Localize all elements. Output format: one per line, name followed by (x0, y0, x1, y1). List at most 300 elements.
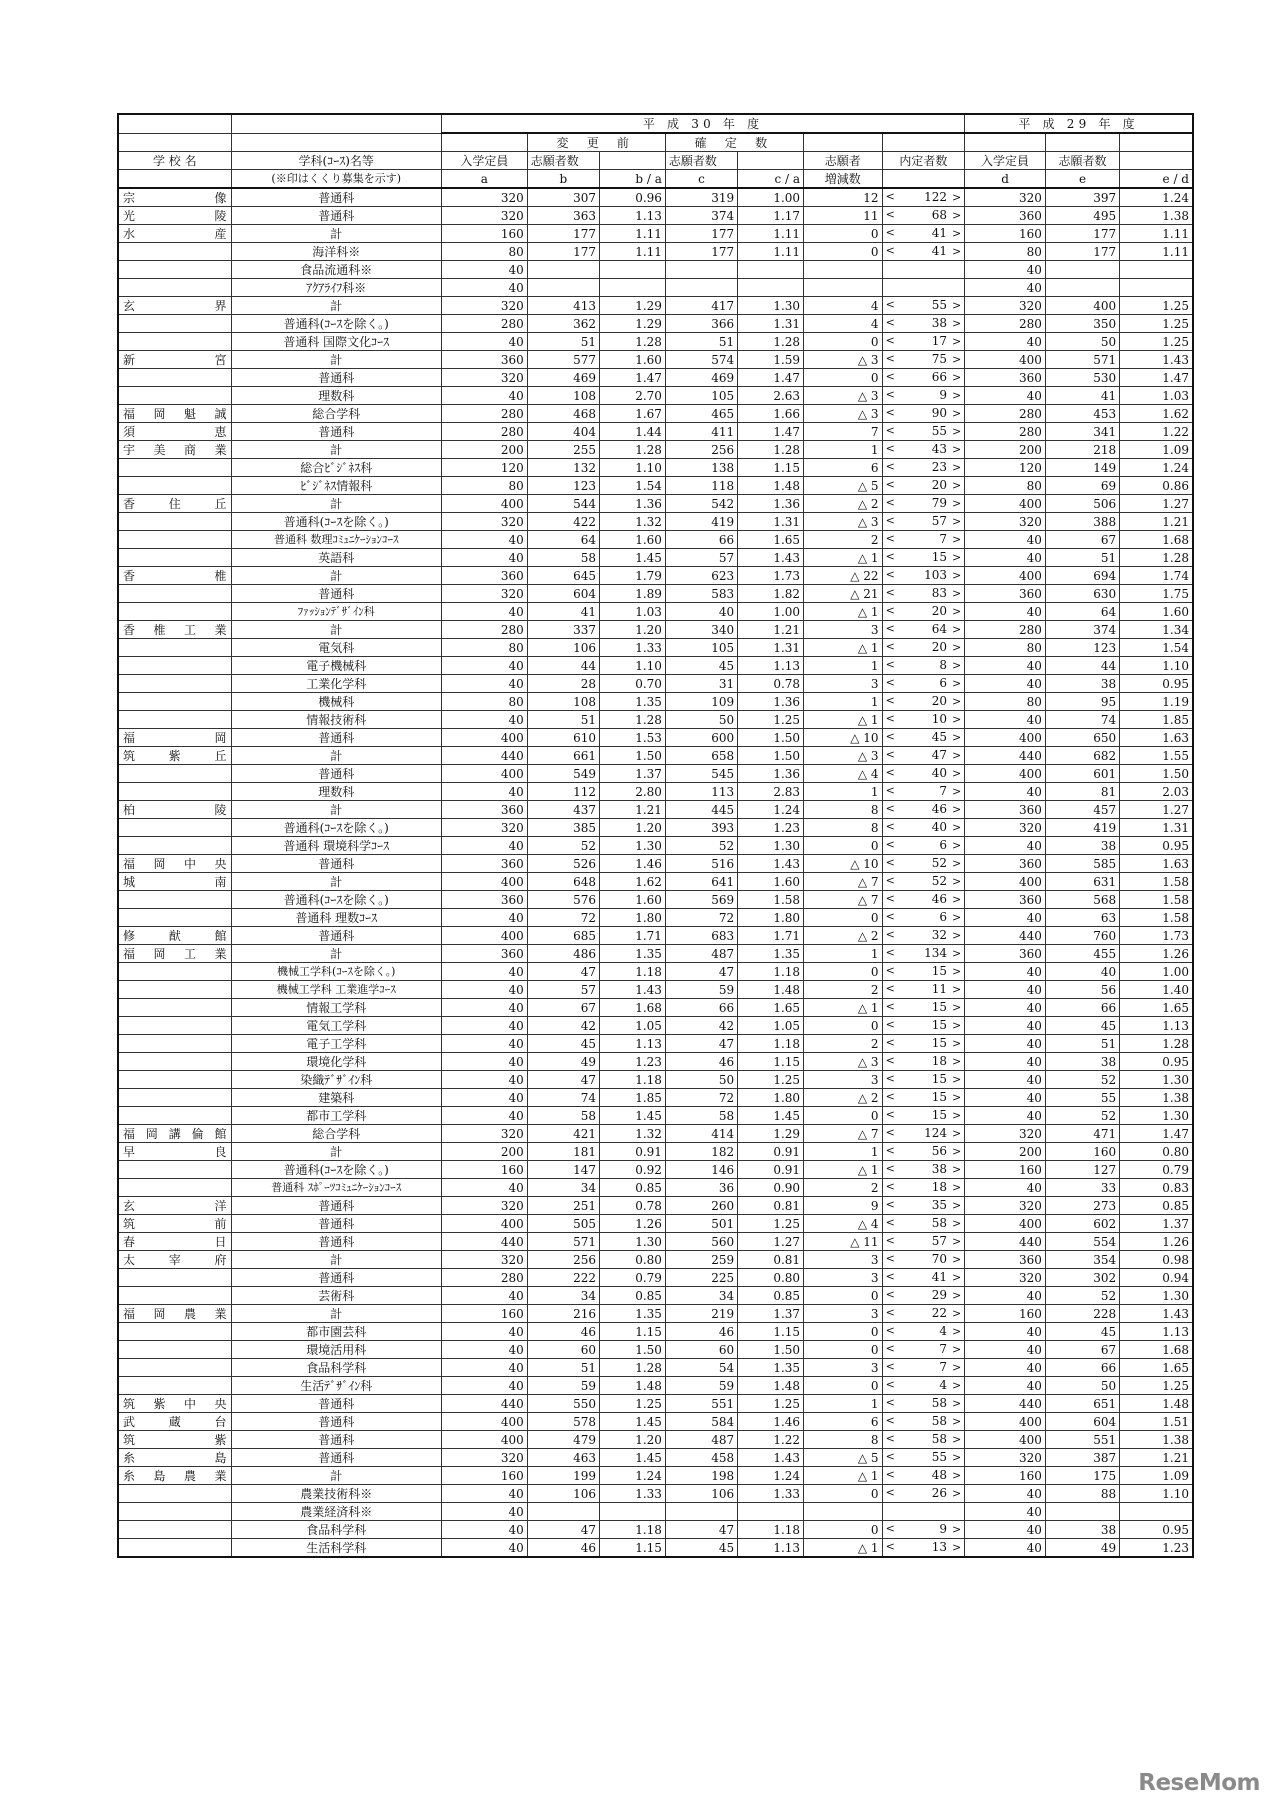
cell-capacity-d: 40 (965, 1089, 1046, 1107)
cell-capacity-d: 40 (965, 963, 1046, 981)
cell-ratio-ed: 1.43 (1120, 351, 1193, 369)
cell-delta: △ 1 (804, 1161, 883, 1179)
cell-ratio-ba (599, 1503, 665, 1521)
cell-capacity-a: 40 (441, 657, 527, 675)
cell-applicants-b: 51 (527, 1359, 599, 1377)
offers-value: 20 (931, 694, 948, 708)
cell-capacity-d: 400 (965, 567, 1046, 585)
cell-ratio-ba: 1.71 (599, 927, 665, 945)
bracket-left: < (885, 1468, 895, 1481)
cell-ratio-ca: 1.05 (738, 1017, 804, 1035)
cell-capacity-d: 40 (965, 711, 1046, 729)
offers-value: 47 (931, 748, 948, 762)
cell-delta: 0 (804, 1107, 883, 1125)
cell-capacity-a: 320 (441, 1125, 527, 1143)
cell-applicants-c: 66 (665, 999, 737, 1017)
bracket-left: < (885, 1396, 895, 1409)
cell-applicants-e: 38 (1045, 837, 1119, 855)
bracket-right: > (952, 1181, 962, 1194)
cell-applicants-e: 64 (1045, 603, 1119, 621)
cell-offers (882, 729, 965, 747)
cell-applicants-e: 50 (1045, 1377, 1119, 1395)
cell-capacity-a: 40 (441, 531, 527, 549)
cell-school (118, 1035, 231, 1053)
bracket-right: > (952, 479, 962, 492)
cell-school (118, 711, 231, 729)
cell-school (118, 1089, 231, 1107)
cell-course: 普通科 (231, 423, 441, 441)
cell-applicants-e: 218 (1045, 441, 1119, 459)
cell-ratio-ca: 1.18 (738, 1035, 804, 1053)
cell-applicants-b: 34 (527, 1179, 599, 1197)
offers-value: 124 (924, 1126, 948, 1140)
cell-capacity-d: 40 (965, 783, 1046, 801)
cell-applicants-c (665, 261, 737, 279)
cell-delta: △ 1 (804, 639, 883, 657)
school-name: 筑紫中央 (123, 1396, 227, 1411)
cell-ratio-ca: 1.36 (738, 693, 804, 711)
offers-value: 41 (931, 1270, 948, 1284)
cell-ratio-ed: 1.31 (1120, 819, 1193, 837)
header-h30: 平 成 30 年 度 (441, 114, 964, 133)
offers-value: 57 (931, 514, 948, 528)
cell-applicants-e: 127 (1045, 1161, 1119, 1179)
cell-school (118, 963, 231, 981)
cell-applicants-b: 47 (527, 1071, 599, 1089)
bracket-left: < (885, 802, 895, 815)
cell-course: 機械工学科 工業進学ｺｰｽ (231, 981, 441, 999)
cell-applicants-c (665, 1503, 737, 1521)
cell-ratio-ca: 1.15 (738, 1323, 804, 1341)
cell-applicants-b: 28 (527, 675, 599, 693)
cell-ratio-ba: 1.67 (599, 405, 665, 423)
cell-ratio-ba: 1.20 (599, 819, 665, 837)
cell-ratio-ba: 1.28 (599, 711, 665, 729)
cell-delta: 0 (804, 1287, 883, 1305)
cell-applicants-e: 350 (1045, 315, 1119, 333)
cell-capacity-a: 40 (441, 261, 527, 279)
cell-capacity-a: 400 (441, 1431, 527, 1449)
cell-applicants-e: 302 (1045, 1269, 1119, 1287)
cell-capacity-a: 280 (441, 315, 527, 333)
cell-ratio-ed: 1.30 (1120, 1287, 1193, 1305)
cell-ratio-ba: 1.54 (599, 477, 665, 495)
offers-value: 15 (931, 1000, 948, 1014)
table-row (118, 1107, 1193, 1125)
cell-ratio-ca: 1.60 (738, 873, 804, 891)
cell-applicants-b: 544 (527, 495, 599, 513)
bracket-left: < (885, 1522, 895, 1535)
cell-applicants-b: 648 (527, 873, 599, 891)
cell-ratio-ca: 1.37 (738, 1305, 804, 1323)
cell-delta: 0 (804, 243, 883, 261)
cell-school (118, 873, 231, 891)
cell-applicants-c: 414 (665, 1125, 737, 1143)
cell-applicants-b: 610 (527, 729, 599, 747)
school-name: 宗像 (123, 190, 227, 205)
cell-capacity-d: 360 (965, 207, 1046, 225)
cell-course: 情報技術科 (231, 711, 441, 729)
cell-capacity-d: 400 (965, 729, 1046, 747)
cell-ratio-ba: 1.11 (599, 243, 665, 261)
cell-ratio-ed (1120, 279, 1193, 297)
table-row (118, 495, 1193, 513)
cell-course: ｱｸｱﾗｲﾌ科※ (231, 279, 441, 297)
cell-offers (882, 639, 965, 657)
cell-capacity-d: 40 (965, 387, 1046, 405)
bracket-right: > (952, 1073, 962, 1086)
cell-ratio-ba: 1.33 (599, 1485, 665, 1503)
cell-capacity-a: 80 (441, 693, 527, 711)
cell-delta: 2 (804, 1035, 883, 1053)
cell-ratio-ba: 0.96 (599, 188, 665, 207)
school-name: 糸島農業 (123, 1468, 227, 1483)
cell-ratio-ba: 1.13 (599, 1035, 665, 1053)
cell-ratio-ca: 1.24 (738, 1467, 804, 1485)
cell-capacity-d: 200 (965, 441, 1046, 459)
cell-offers (882, 279, 965, 297)
bracket-right: > (952, 1055, 962, 1068)
table-row (118, 729, 1193, 747)
cell-capacity-a: 200 (441, 441, 527, 459)
cell-delta (804, 1503, 883, 1521)
bracket-left: < (885, 190, 895, 203)
cell-capacity-d: 360 (965, 369, 1046, 387)
cell-ratio-ca: 1.25 (738, 1071, 804, 1089)
cell-applicants-e: 530 (1045, 369, 1119, 387)
cell-capacity-a: 320 (441, 188, 527, 207)
cell-capacity-d: 40 (965, 909, 1046, 927)
cell-applicants-e: 455 (1045, 945, 1119, 963)
cell-delta: △ 4 (804, 765, 883, 783)
cell-offers (882, 1539, 965, 1558)
cell-offers (882, 1143, 965, 1161)
bracket-right: > (952, 767, 962, 780)
cell-capacity-a: 320 (441, 513, 527, 531)
cell-capacity-d: 320 (965, 297, 1046, 315)
bracket-left: < (885, 874, 895, 887)
bracket-right: > (952, 641, 962, 654)
bracket-right: > (952, 857, 962, 870)
cell-capacity-d: 40 (965, 603, 1046, 621)
cell-offers (882, 873, 965, 891)
table-row (118, 711, 1193, 729)
school-name: 武蔵台 (123, 1414, 227, 1429)
cell-course: 普通科 (231, 765, 441, 783)
bracket-left: < (885, 910, 895, 923)
cell-applicants-b: 44 (527, 657, 599, 675)
cell-ratio-ca: 1.66 (738, 405, 804, 423)
cell-applicants-c: 256 (665, 441, 737, 459)
cell-applicants-c: 600 (665, 729, 737, 747)
bracket-left: < (885, 1450, 895, 1463)
cell-ratio-ca: 1.48 (738, 477, 804, 495)
cell-school (118, 1377, 231, 1395)
cell-school (118, 1125, 231, 1143)
cell-course: 環境化学科 (231, 1053, 441, 1071)
cell-applicants-c: 501 (665, 1215, 737, 1233)
cell-applicants-e: 38 (1045, 1053, 1119, 1071)
cell-capacity-a: 40 (441, 1521, 527, 1539)
cell-school (118, 1179, 231, 1197)
cell-capacity-a: 40 (441, 999, 527, 1017)
cell-applicants-c: 40 (665, 603, 737, 621)
cell-offers (882, 261, 965, 279)
header-ca: c / a (738, 170, 804, 189)
offers-value: 55 (931, 1450, 948, 1464)
cell-capacity-d: 160 (965, 1467, 1046, 1485)
cell-ratio-ba: 1.18 (599, 1071, 665, 1089)
cell-school (118, 657, 231, 675)
cell-capacity-a: 320 (441, 369, 527, 387)
cell-applicants-b: 463 (527, 1449, 599, 1467)
bracket-left: < (885, 226, 895, 239)
offers-value: 35 (931, 1198, 948, 1212)
table-row (118, 261, 1193, 279)
table-row (118, 783, 1193, 801)
cell-ratio-ed: 1.38 (1120, 1089, 1193, 1107)
cell-applicants-e: 400 (1045, 297, 1119, 315)
cell-ratio-ed: 1.23 (1120, 1539, 1193, 1558)
cell-ratio-ed: 1.60 (1120, 603, 1193, 621)
cell-school (118, 675, 231, 693)
table-row (118, 639, 1193, 657)
cell-delta: 3 (804, 1359, 883, 1377)
table-row (118, 963, 1193, 981)
cell-capacity-d: 400 (965, 495, 1046, 513)
cell-applicants-c: 584 (665, 1413, 737, 1431)
cell-school (118, 837, 231, 855)
cell-school (118, 405, 231, 423)
cell-offers (882, 459, 965, 477)
cell-school (118, 1395, 231, 1413)
cell-applicants-c: 219 (665, 1305, 737, 1323)
offers-value: 8 (939, 658, 948, 672)
cell-delta: △ 3 (804, 1053, 883, 1071)
cell-applicants-e: 354 (1045, 1251, 1119, 1269)
cell-applicants-e: 506 (1045, 495, 1119, 513)
cell-school (118, 1269, 231, 1287)
cell-ratio-ca: 1.25 (738, 1215, 804, 1233)
cell-applicants-b: 256 (527, 1251, 599, 1269)
cell-applicants-e: 585 (1045, 855, 1119, 873)
cell-offers (882, 837, 965, 855)
cell-course: 電気科 (231, 639, 441, 657)
cell-capacity-d: 360 (965, 1251, 1046, 1269)
cell-capacity-a: 40 (441, 1323, 527, 1341)
table-row (118, 819, 1193, 837)
cell-offers (882, 1251, 965, 1269)
cell-delta: △ 1 (804, 603, 883, 621)
cell-offers (882, 1107, 965, 1125)
cell-applicants-b: 52 (527, 837, 599, 855)
cell-capacity-d: 40 (965, 1035, 1046, 1053)
cell-applicants-b: 362 (527, 315, 599, 333)
bracket-left: < (885, 1414, 895, 1427)
bracket-left: < (885, 388, 895, 401)
cell-ratio-ca: 1.23 (738, 819, 804, 837)
cell-applicants-e: 88 (1045, 1485, 1119, 1503)
cell-capacity-a: 400 (441, 873, 527, 891)
cell-school (118, 225, 231, 243)
bracket-right: > (952, 605, 962, 618)
cell-capacity-d: 400 (965, 351, 1046, 369)
bracket-right: > (952, 515, 962, 528)
header-delta-2: 増減数 (804, 170, 883, 189)
cell-ratio-ba: 1.35 (599, 693, 665, 711)
cell-delta: 1 (804, 945, 883, 963)
cell-offers (882, 387, 965, 405)
cell-offers (882, 1017, 965, 1035)
cell-capacity-a: 440 (441, 1395, 527, 1413)
bracket-left: < (885, 964, 895, 977)
cell-ratio-ba: 0.85 (599, 1287, 665, 1305)
cell-ratio-ca: 1.50 (738, 1341, 804, 1359)
cell-ratio-ca: 1.00 (738, 188, 804, 207)
cell-applicants-b: 421 (527, 1125, 599, 1143)
cell-applicants-b: 112 (527, 783, 599, 801)
cell-applicants-c: 31 (665, 675, 737, 693)
offers-value: 58 (931, 1432, 948, 1446)
cell-ratio-ba: 1.26 (599, 1215, 665, 1233)
cell-capacity-a: 40 (441, 981, 527, 999)
cell-capacity-a: 400 (441, 495, 527, 513)
offers-value: 52 (931, 874, 948, 888)
cell-school (118, 369, 231, 387)
table-row (118, 1089, 1193, 1107)
cell-capacity-d: 40 (965, 531, 1046, 549)
cell-applicants-e: 66 (1045, 999, 1119, 1017)
cell-course: ﾌｧｯｼｮﾝﾃﾞｻﾞｲﾝ科 (231, 603, 441, 621)
cell-capacity-d: 280 (965, 423, 1046, 441)
cell-ratio-ca: 0.80 (738, 1269, 804, 1287)
cell-capacity-d: 40 (965, 657, 1046, 675)
cell-applicants-c: 57 (665, 549, 737, 567)
cell-school (118, 1215, 231, 1233)
cell-applicants-c: 146 (665, 1161, 737, 1179)
cell-delta: 2 (804, 981, 883, 999)
cell-delta: 0 (804, 369, 883, 387)
cell-school (118, 945, 231, 963)
cell-school (118, 1251, 231, 1269)
cell-ratio-ba: 1.53 (599, 729, 665, 747)
cell-course: 計 (231, 945, 441, 963)
cell-applicants-b: 468 (527, 405, 599, 423)
table-row (118, 1071, 1193, 1089)
offers-value: 38 (931, 316, 948, 330)
cell-offers (882, 1485, 965, 1503)
offers-value: 6 (939, 838, 948, 852)
cell-applicants-c: 59 (665, 1377, 737, 1395)
table-row (118, 1341, 1193, 1359)
cell-capacity-a: 40 (441, 1071, 527, 1089)
cell-course: 普通科 環境科学ｺｰｽ (231, 837, 441, 855)
table-row (118, 1305, 1193, 1323)
cell-applicants-b: 72 (527, 909, 599, 927)
bracket-right: > (952, 1361, 962, 1374)
table-row (118, 1323, 1193, 1341)
cell-capacity-a: 200 (441, 1143, 527, 1161)
cell-ratio-ca: 1.25 (738, 1395, 804, 1413)
header-change-before: 変 更 前 (527, 133, 665, 152)
cell-ratio-ed: 1.10 (1120, 1485, 1193, 1503)
bracket-left: < (885, 496, 895, 509)
cell-school (118, 801, 231, 819)
cell-applicants-c: 516 (665, 855, 737, 873)
cell-course: 普通科 (231, 1413, 441, 1431)
offers-value: 15 (931, 964, 948, 978)
cell-capacity-d: 80 (965, 477, 1046, 495)
cell-offers (882, 225, 965, 243)
table-row (118, 1143, 1193, 1161)
cell-capacity-d: 320 (965, 1197, 1046, 1215)
cell-applicants-e: 45 (1045, 1323, 1119, 1341)
cell-delta: △ 3 (804, 513, 883, 531)
offers-value: 15 (931, 1108, 948, 1122)
cell-ratio-ed (1120, 261, 1193, 279)
offers-value: 40 (931, 820, 948, 834)
cell-course: 普通科 (231, 585, 441, 603)
cell-applicants-c: 177 (665, 243, 737, 261)
cell-delta: 7 (804, 423, 883, 441)
table-row (118, 909, 1193, 927)
cell-ratio-ed: 1.47 (1120, 1125, 1193, 1143)
cell-course: 普通科 (231, 1197, 441, 1215)
header-a: a (441, 170, 527, 189)
bracket-right: > (952, 407, 962, 420)
table-row (118, 1467, 1193, 1485)
bracket-left: < (885, 1198, 895, 1211)
cell-applicants-c: 658 (665, 747, 737, 765)
cell-ratio-ed: 1.25 (1120, 1377, 1193, 1395)
bracket-left: < (885, 1000, 895, 1013)
cell-offers (882, 1377, 965, 1395)
cell-capacity-d: 40 (965, 981, 1046, 999)
bracket-right: > (952, 1343, 962, 1356)
cell-school (118, 1485, 231, 1503)
bracket-left: < (885, 1270, 895, 1283)
cell-applicants-e: 760 (1045, 927, 1119, 945)
cell-ratio-ba: 1.05 (599, 1017, 665, 1035)
cell-ratio-ed: 1.25 (1120, 315, 1193, 333)
bracket-right: > (952, 785, 962, 798)
cell-offers (882, 531, 965, 549)
bracket-left: < (885, 514, 895, 527)
table-row (118, 531, 1193, 549)
cell-offers (882, 801, 965, 819)
cell-applicants-e: 52 (1045, 1071, 1119, 1089)
cell-school (118, 1107, 231, 1125)
cell-capacity-a: 320 (441, 297, 527, 315)
offers-value: 15 (931, 1090, 948, 1104)
cell-capacity-a: 40 (441, 1539, 527, 1558)
cell-ratio-ed: 1.27 (1120, 495, 1193, 513)
cell-ratio-ca: 1.31 (738, 639, 804, 657)
cell-delta: △ 2 (804, 1089, 883, 1107)
cell-capacity-d: 320 (965, 1449, 1046, 1467)
cell-capacity-d: 40 (965, 279, 1046, 297)
offers-value: 15 (931, 550, 948, 564)
cell-applicants-e: 177 (1045, 225, 1119, 243)
cell-ratio-ba: 2.70 (599, 387, 665, 405)
cell-ratio-ca: 1.48 (738, 981, 804, 999)
bracket-left: < (885, 1360, 895, 1373)
cell-applicants-b: 106 (527, 1485, 599, 1503)
cell-capacity-a: 80 (441, 477, 527, 495)
bracket-left: < (885, 1180, 895, 1193)
cell-ratio-ba: 1.60 (599, 531, 665, 549)
bracket-right: > (952, 1523, 962, 1536)
